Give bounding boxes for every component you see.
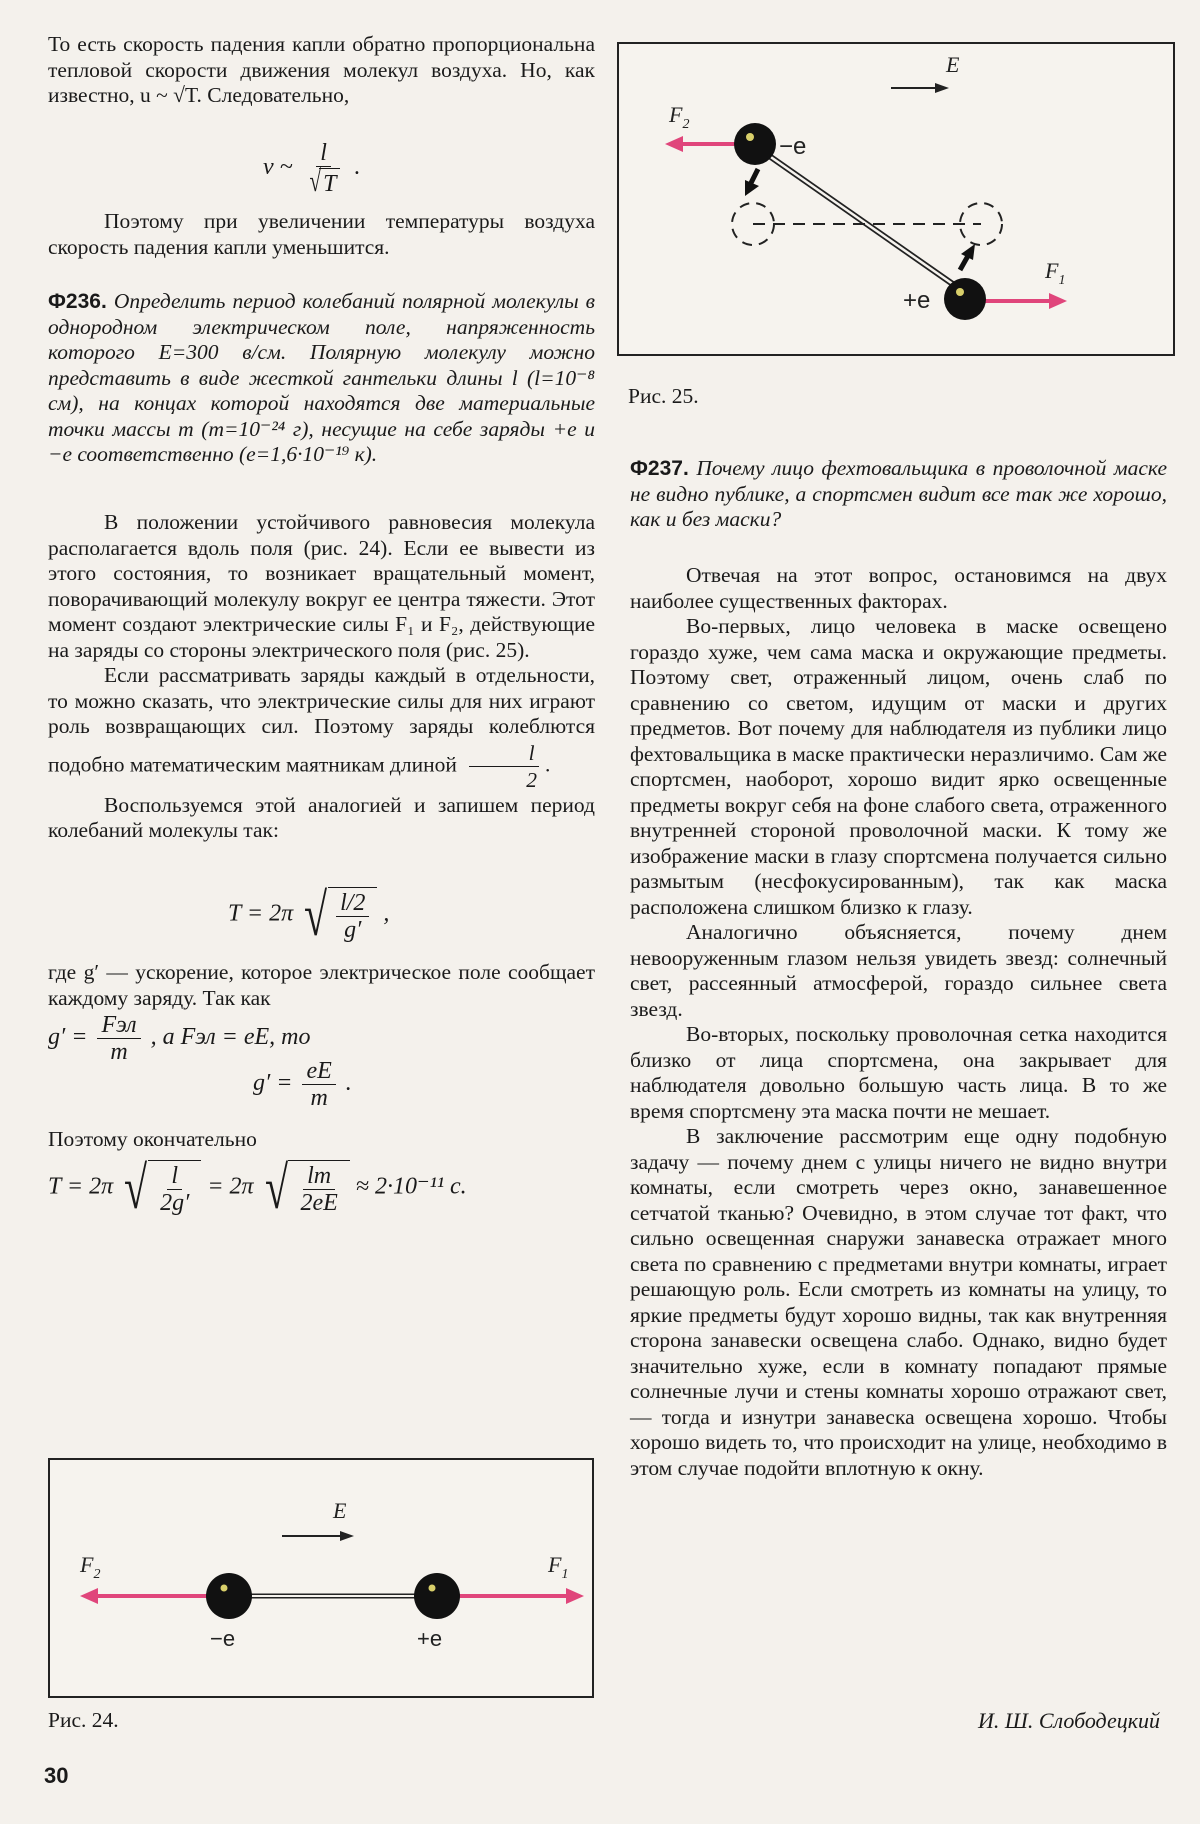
force-f2-arrowhead (80, 1588, 98, 1604)
figure-25-caption: Рис. 25. (628, 384, 699, 408)
author-signature: И. Ш. Слободецкий (977, 1708, 1160, 1733)
negative-charge-ball (206, 1573, 252, 1619)
figure-25 (617, 42, 1175, 356)
force-f1-label: $F_1$ (1045, 258, 1066, 288)
page-number: 30 (44, 1763, 69, 1788)
intro-paragraph: То есть скорость падения капли обратно пропорциональна тепловой скорости движения молекул воздуха. Но, как известно, u ~ √T. Следовательно, (48, 32, 595, 107)
formula-T2: T = 2π √ $\frac{l}{2g'}$ = 2π √ $\frac{lm}{2eE}$ ≈ 2·10⁻¹¹ с. (48, 1155, 467, 1221)
formula-T1: T = 2π √ $\frac{l/2}{g'}$ , (228, 882, 390, 948)
restoring-arrow-left (750, 169, 758, 185)
paragraph: Отвечая на этот вопрос, остановимся на двух наиболее существенных факторах. (630, 563, 1167, 613)
paragraph: В заключение рассмотрим еще одну подобную задачу — почему днем с улицы ничего не видно внутри комнаты, если смотреть через окно, занавешенное сетчатой тканью? Очевидно, в этом случае тот факт, что сильно освещенная снаружи занавеска отражает много света по сравнению с предметами внутри комнаты, играет решающую роль. Если смотреть из комнаты на улицу, то яркие предметы будут хорошо видны, так как внутренняя сторона занавески освещена слабо. Однако, видно будет значительно хуже, если в комнату попадают прямые солнечные лучи и стены комнаты хорошо отражают свет,— тогда и изнутри занавеска освещена хорошо. Чтобы хорошо видеть то, что происходит на улице, необходимо в этом случае подойти вплотную к окну. (630, 1124, 1167, 1480)
positive-charge-label: +e (903, 287, 931, 314)
field-label: E (946, 52, 960, 77)
positive-charge-ball (944, 278, 986, 320)
formula-v: v ~ l √ T . (263, 140, 361, 198)
force-f1-arrowhead (566, 1588, 584, 1604)
negative-charge-label: −e (210, 1626, 236, 1651)
field-arrowhead (935, 83, 949, 93)
force-f2-arrowhead (665, 136, 683, 152)
figure-24 (48, 1458, 594, 1698)
formula-g2: g′ = $\frac{eE}{m}$ . (253, 1058, 352, 1111)
solution-236-cont: где g′ — ускорение, которое электрическое поле сообщает каждому заряду. Так как (48, 960, 595, 1010)
solution-236-final-intro: Поэтому окончательно (48, 1127, 257, 1151)
positive-charge-ball (414, 1573, 460, 1619)
force-f2-label: $F_2$ (669, 102, 690, 132)
field-arrowhead (340, 1531, 354, 1541)
paragraph: Во-вторых, поскольку проволочная сетка находится близко от лица спортсмена, она закрывает для наблюдателя довольно большую часть лица. В то же время спортсмену эта маска почти не мешает. (630, 1022, 1167, 1123)
positive-charge-label: +e (417, 1626, 443, 1651)
force-f2-label: $F_2$ (80, 1552, 101, 1582)
intro-conclusion: Поэтому при увеличении температуры воздуха скорость падения капли уменьшится. (48, 209, 595, 259)
figure-24-diagram (50, 1460, 592, 1696)
problem-237: Ф237. Почему лицо фехтовальщика в проволочной маске не видно публике, а спортсмен видит все так же хорошо, как и без маски? (630, 456, 1167, 531)
field-label: E (333, 1498, 347, 1523)
paragraph: Во-первых, лицо человека в маске освещено гораздо хуже, чем сама маска и окружающие предметы. Поэтому свет, отраженный лицом, очень слаб по сравнению со светом, идущим от маски и других предметов. Вот почему для наблюдателя из публики лицо фехтовальщика в маске практически неразличимо. Сам же спортсмен, наоборот, хорошо видит ярко освещенные предметы вокруг себя на фоне слабого света, отраженного внутренней стороной проволочной маски. К тому же изображение маски в глазу спортсмена получается сильно размытым (несфокусированным), так как маска расположена слишком близко к глазу. (630, 614, 1167, 919)
formula-g1: g′ = $\frac{\text{Fэл}}{m}$ , а Fэл = eE, то (48, 1012, 311, 1065)
solution-236: В положении устойчивого равновесия молекула располагается вдоль поля (рис. 24). Если ее вывести из этого состояния, то возникает вращательный момент, поворачивающий молекулу вокруг ее центра тяжести. Этот момент создают электрические силы F₁ и F₂, действующие на заряды со стороны электрического поля (рис. 25). Если рассматривать заряды каждый в отдельности, то можно сказать, что электрические силы для них играют роль возвращающих сил. Поэтому заряды колеблются подобно математическим маятникам длиной $\frac{l}{2}$ . Воспользуемся этой аналогией и запишем период колебаний молекулы так: (48, 510, 595, 842)
figure-25-diagram (619, 44, 1173, 354)
problem-236: Ф236. Определить период колебаний полярной молекулы в однородном электрическом поле, напряженность которого E=300 в/см. Полярную молекулу можно представить в виде жесткой гантельки длины l (l=10⁻⁸ см), на концах которой находятся две материальные точки массы m (m=10⁻²⁴ г), несущие на себе заряды +e и −e соответственно (e=1,6·10⁻¹⁹ к). (48, 289, 596, 466)
force-f1-label: $F_1$ (548, 1552, 569, 1582)
figure-24-caption: Рис. 24. (48, 1708, 119, 1732)
paragraph: Аналогично объясняется, почему днем невооруженным глазом нельзя увидеть звезд: солнечный свет, рассеянный атмосферой, гораздо сильнее света звезд. (630, 920, 1167, 1021)
solution-237 (630, 563, 1167, 1481)
force-f1-arrowhead (1049, 293, 1067, 309)
negative-charge-label: −e (779, 133, 807, 160)
negative-charge-ball (734, 123, 776, 165)
